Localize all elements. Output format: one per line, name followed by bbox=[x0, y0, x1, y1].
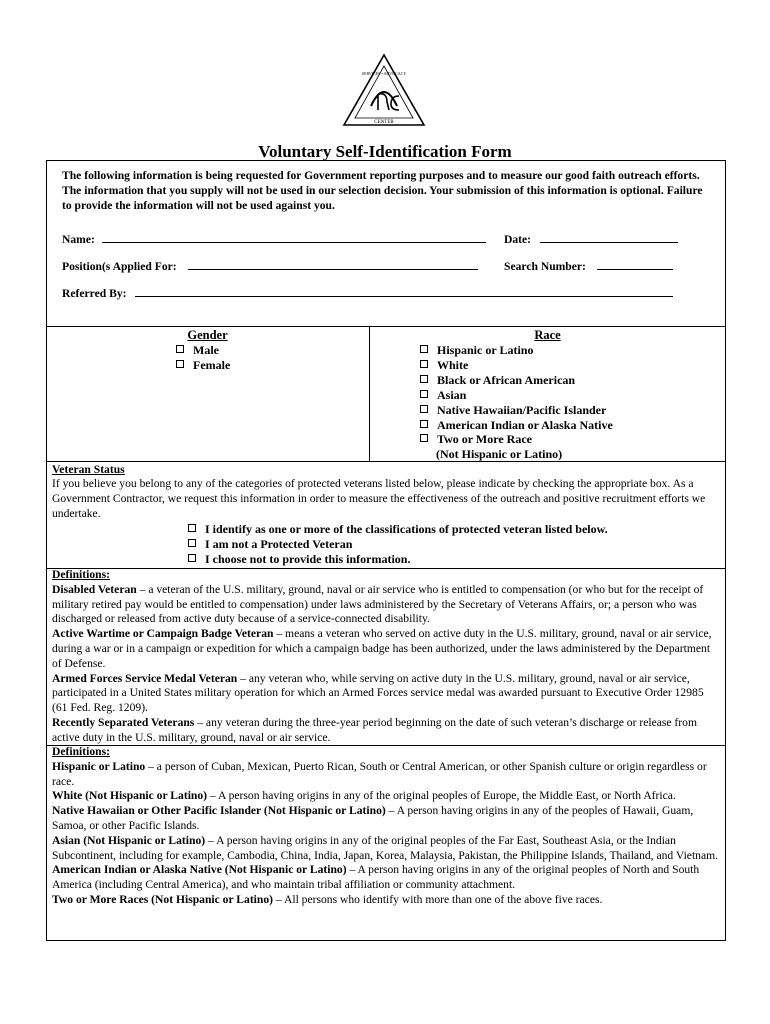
race-option-american-indian[interactable]: American Indian or Alaska Native bbox=[420, 418, 613, 433]
position-input-line[interactable] bbox=[188, 258, 478, 270]
race-option-two-or-more[interactable]: Two or More Race bbox=[420, 432, 532, 447]
veteran-option-decline[interactable]: I choose not to provide this information. bbox=[188, 552, 410, 567]
definition-item: Hispanic or Latino – a person of Cuban, Mexican, Puerto Rican, South or Central American, or other Spanish culture or origin regardless or race. bbox=[52, 759, 707, 788]
race-option-white[interactable]: White bbox=[420, 358, 468, 373]
search-number-input-line[interactable] bbox=[597, 258, 673, 270]
race-option-asian[interactable]: Asian bbox=[420, 388, 466, 403]
logo-text-bottom: CENTER bbox=[374, 120, 394, 125]
checkbox[interactable] bbox=[420, 420, 428, 428]
position-field[interactable] bbox=[62, 258, 478, 273]
veteran-heading: Veteran Status bbox=[52, 463, 125, 476]
definitions-heading: Definitions: bbox=[52, 568, 110, 581]
checkbox[interactable] bbox=[420, 405, 428, 413]
checkbox[interactable] bbox=[176, 360, 184, 368]
referred-by-input-line[interactable] bbox=[135, 285, 673, 297]
definition-item: Recently Separated Veterans – any veteran during the three-year period beginning on the date of such veteran’s discharge or release from active duty in the U.S. military, ground, naval or air service. bbox=[52, 715, 697, 744]
definition-item: Asian (Not Hispanic or Latino) – A person having origins in any of the original peoples of the Far East, Southeast Asia, or the Indian Subcontinent, including for example, Cambodia, China, India, Japan, Korea, Malaysia, Pakistan, the Philippine Islands, Thailand, and Vietnam. bbox=[52, 833, 719, 862]
gender-heading: Gender bbox=[187, 328, 228, 342]
race-note: (Not Hispanic or Latino) bbox=[436, 447, 563, 461]
gender-option-female[interactable]: Female bbox=[176, 358, 230, 373]
race-definitions bbox=[52, 745, 720, 908]
veteran-option-protected[interactable]: I identify as one or more of the classifications of protected veteran listed below. bbox=[188, 522, 608, 537]
checkbox[interactable] bbox=[188, 539, 196, 547]
referred-by-field[interactable] bbox=[62, 285, 673, 300]
date-field[interactable] bbox=[504, 231, 678, 246]
page-title: Voluntary Self-Identification Form bbox=[258, 142, 512, 161]
checkbox[interactable] bbox=[188, 554, 196, 562]
intro-text: The following information is being requested for Government reporting purposes and to measure our good faith outreach efforts. The information that you supply will not be used in our selection decision. Your submission of this information is optional. Failure to provide the information will not be used against you. bbox=[62, 169, 703, 212]
veteran-text: If you believe you belong to any of the categories of protected veterans listed below, please indicate by checking the appropriate box. As a Government Contractor, we request this information in order to measure the effectiveness of the outreach and positive recruitment efforts we undertake. bbox=[52, 477, 706, 520]
referred-by-label: Referred By: bbox=[62, 287, 127, 300]
arc-center-logo-icon bbox=[341, 52, 427, 128]
definition-item: American Indian or Alaska Native (Not Hispanic or Latino) – A person having origins in any of the original peoples of North and South America (including Central America), and who maintain tribal affiliation or community attachment. bbox=[52, 863, 700, 892]
date-input-line[interactable] bbox=[540, 231, 678, 243]
definition-item: Two or More Races (Not Hispanic or Latino) – All persons who identify with more than one of the above five races. bbox=[52, 892, 603, 906]
race-option-hawaiian[interactable]: Native Hawaiian/Pacific Islander bbox=[420, 403, 606, 418]
race-option-hispanic[interactable]: Hispanic or Latino bbox=[420, 343, 533, 358]
race-heading: Race bbox=[534, 328, 561, 342]
veteran-option-not-protected[interactable]: I am not a Protected Veteran bbox=[188, 537, 352, 552]
definition-item: Armed Forces Service Medal Veteran – any veteran who, while serving on active duty in the U.S. military, ground, naval or air service, participated in a United States military operation for which an Armed Forces service medal was awarded pursuant to Executive Order 12985 (61 Fed. Reg. 1209). bbox=[52, 671, 704, 715]
definitions-heading: Definitions: bbox=[52, 745, 110, 758]
position-label: Position(s Applied For: bbox=[62, 260, 177, 273]
checkbox[interactable] bbox=[420, 375, 428, 383]
checkbox[interactable] bbox=[420, 360, 428, 368]
search-number-field[interactable] bbox=[504, 258, 673, 273]
definition-item: Active Wartime or Campaign Badge Veteran – means a veteran who served on active duty in the U.S. military, ground, naval or air service, during a war or in a campaign or expedition for which a campaign badge has been authorized, under the laws administered by the Department of Defense. bbox=[52, 627, 712, 670]
definition-item: White (Not Hispanic or Latino) – A person having origins in any of the original peoples of Europe, the Middle East, or North Africa. bbox=[52, 789, 676, 803]
checkbox[interactable] bbox=[176, 345, 184, 353]
gender-option-male[interactable]: Male bbox=[176, 343, 219, 358]
checkbox[interactable] bbox=[420, 345, 428, 353]
veteran-definitions bbox=[52, 568, 720, 746]
definition-item: Disabled Veteran – a veteran of the U.S. military, ground, naval or air service who is entitled to compensation (or who but for the receipt of military retired pay would be entitled to compensation) under laws administered by the Secretary of Veterans Affairs, or; a person who was discharged or released from active duty because of a service-connected disability. bbox=[52, 582, 704, 626]
search-number-label: Search Number: bbox=[504, 260, 586, 273]
logo-text-top: SERVICES • ADVOCACY bbox=[361, 71, 407, 76]
name-field[interactable] bbox=[62, 231, 486, 246]
checkbox[interactable] bbox=[188, 524, 196, 532]
race-option-black[interactable]: Black or African American bbox=[420, 373, 575, 388]
definition-item: Native Hawaiian or Other Pacific Islander (Not Hispanic or Latino) – A person having origins in any of the peoples of Hawaii, Guam, Samoa, or other Pacific Islands. bbox=[52, 804, 694, 832]
date-label: Date: bbox=[504, 233, 532, 246]
name-label: Name: bbox=[62, 233, 95, 246]
checkbox[interactable] bbox=[420, 390, 428, 398]
checkbox[interactable] bbox=[420, 434, 428, 442]
name-input-line[interactable] bbox=[102, 231, 486, 243]
arc-center-logo bbox=[341, 52, 427, 128]
